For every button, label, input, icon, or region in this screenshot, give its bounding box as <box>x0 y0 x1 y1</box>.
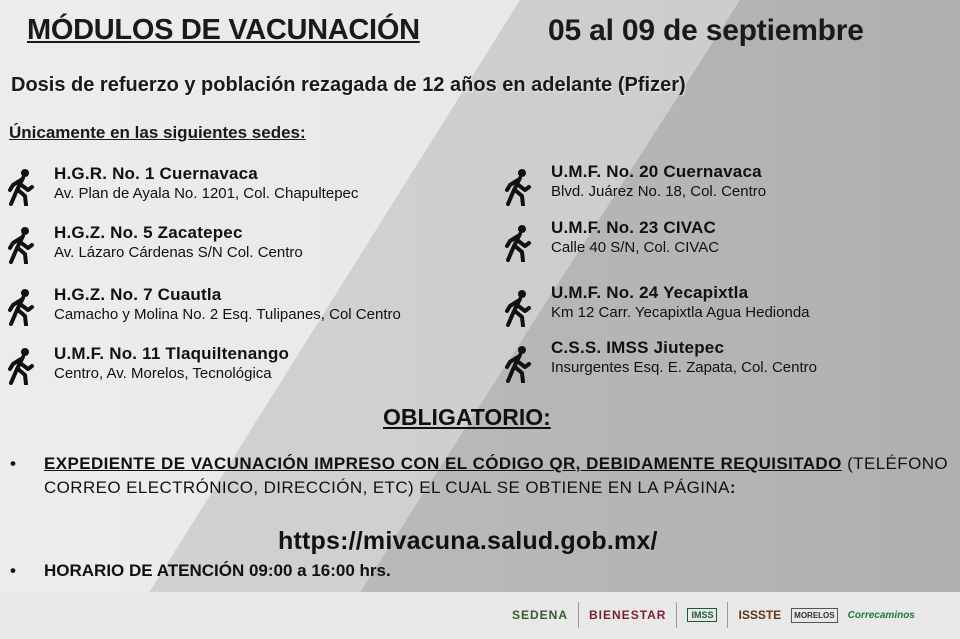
walking-person-icon <box>503 289 533 327</box>
site-umf-23-civac <box>551 218 719 258</box>
morelos-logo: MORELOS <box>791 608 837 623</box>
bienestar-logo: BIENESTAR <box>589 608 667 622</box>
site-umf-20-cuernavaca <box>551 162 766 202</box>
requirement-record-colon: : <box>729 478 736 497</box>
site-hgr-1-cuernavaca <box>54 164 358 204</box>
divider <box>727 602 728 628</box>
site-name: H.G.R. No. 1 Cuernavaca <box>54 164 258 183</box>
walking-person-icon <box>503 345 533 383</box>
site-hgz-5-zacatepec <box>54 223 303 263</box>
site-address: Km 12 Carr. Yecapixtla Agua Hedionda <box>551 304 810 321</box>
site-css-imss-jiutepec <box>551 338 817 378</box>
brigada-correcaminos-logo: Correcaminos <box>847 609 915 621</box>
site-name: H.G.Z. No. 7 Cuautla <box>54 285 222 304</box>
site-address: Centro, Av. Morelos, Tecnológica <box>54 365 272 382</box>
service-hours: HORARIO DE ATENCIÓN 09:00 a 16:00 hrs. <box>44 561 391 580</box>
vaccination-url-link[interactable]: https://mivacuna.salud.gob.mx/ <box>278 527 658 555</box>
walking-person-icon <box>503 224 533 262</box>
requirements-heading: OBLIGATORIO: <box>383 404 551 430</box>
date-range: 05 al 09 de septiembre <box>548 14 864 47</box>
site-address: Av. Plan de Ayala No. 1201, Col. Chapultepec <box>54 185 359 202</box>
divider <box>676 602 677 628</box>
site-address: Camacho y Molina No. 2 Esq. Tulipanes, Col Centro <box>54 306 401 323</box>
footer-logos <box>512 596 960 634</box>
requirement-record-detail: (TELÉFONO CORREO ELECTRÓNICO, DIRECCIÓN, ETC) EL CUAL SE OBTIENE EN LA PÁGINA <box>44 454 948 497</box>
divider <box>578 602 579 628</box>
site-umf-24-yecapixtla <box>551 283 810 323</box>
site-address: Blvd. Juárez No. 18, Col. Centro <box>551 183 767 200</box>
site-umf-11-tlaquiltenango <box>54 344 289 384</box>
site-name: H.G.Z. No. 5 Zacatepec <box>54 223 243 242</box>
page-title: MÓDULOS DE VACUNACIÓN <box>27 14 420 46</box>
sites-intro: Únicamente en las siguientes sedes: <box>9 123 306 142</box>
site-address: Insurgentes Esq. E. Zapata, Col. Centro <box>551 359 817 376</box>
subtitle: Dosis de refuerzo y población rezagada de 12 años en adelante (Pfizer) <box>11 74 686 96</box>
site-address: Calle 40 S/N, Col. CIVAC <box>551 239 720 256</box>
site-address: Av. Lázaro Cárdenas S/N Col. Centro <box>54 244 303 261</box>
bullet: • <box>10 561 16 580</box>
bullet: • <box>10 454 16 473</box>
walking-person-icon <box>6 168 36 206</box>
walking-person-icon <box>503 168 533 206</box>
walking-person-icon <box>6 288 36 326</box>
requirement-item-hours <box>10 561 391 581</box>
imss-logo: IMSS <box>687 608 717 622</box>
requirement-record-bold: EXPEDIENTE DE VACUNACIÓN IMPRESO CON EL CÓDIGO QR, DEBIDAMENTE REQUISITADO <box>44 454 842 473</box>
walking-person-icon <box>6 347 36 385</box>
site-name: C.S.S. IMSS Jiutepec <box>551 338 725 357</box>
requirement-item-record <box>10 452 948 500</box>
issste-logo: ISSSTE <box>738 608 782 622</box>
site-name: U.M.F. No. 23 CIVAC <box>551 218 717 237</box>
site-name: U.M.F. No. 24 Yecapixtla <box>551 283 749 302</box>
site-name: U.M.F. No. 20 Cuernavaca <box>551 162 762 181</box>
walking-person-icon <box>6 226 36 264</box>
site-hgz-7-cuautla <box>54 285 401 325</box>
sedena-logo: SEDENA <box>512 608 569 622</box>
site-name: U.M.F. No. 11 Tlaquiltenango <box>54 344 290 363</box>
